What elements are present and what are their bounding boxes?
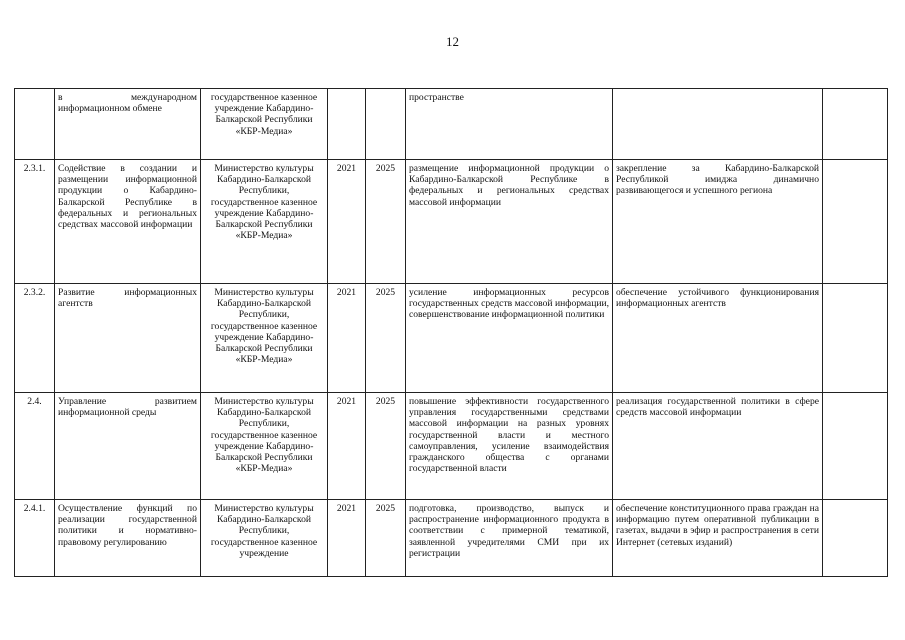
row-number: 2.4.1. — [15, 500, 55, 577]
start-year: 2021 — [328, 160, 366, 284]
table-row — [15, 284, 888, 393]
executor: Министерство культуры Кабардино-Балкарской Республики, государственное казенное учреждение — [201, 500, 328, 577]
start-year: 2021 — [328, 500, 366, 577]
row-number: 2.3.1. — [15, 160, 55, 284]
measure-content: повышение эффективности государственного управления государственными средствами массовой информации на разных уровнях государственной власти и местного самоуправления, усиление взаимодействия гражданского общества с органами государственной власти — [406, 393, 613, 500]
extra-cell — [823, 89, 888, 160]
extra-cell — [823, 160, 888, 284]
table-row — [15, 500, 888, 577]
extra-cell — [823, 500, 888, 577]
measure-name: Осуществление функций по реализации государственной политики и нормативно-правовому регулированию — [55, 500, 201, 577]
end-year: 2025 — [366, 500, 406, 577]
end-year: 2025 — [366, 284, 406, 393]
row-number: 2.4. — [15, 393, 55, 500]
end-year: 2025 — [366, 393, 406, 500]
measure-name: Содействие в создании и размещении информационной продукции о Кабардино-Балкарской Республике в федеральных и региональных средствах массовой информации — [55, 160, 201, 284]
executor: Министерство культуры Кабардино-Балкарской Республики, государственное казенное учреждение Кабардино-Балкарской Республики «КБР-Медиа» — [201, 160, 328, 284]
end-year — [366, 89, 406, 160]
start-year: 2021 — [328, 393, 366, 500]
measure-content: подготовка, производство, выпуск и распространение информационного продукта в соответствии с примерной тематикой, заявленной учредителями СМИ при их регистрации — [406, 500, 613, 577]
measure-name: Развитие информационных агентств — [55, 284, 201, 393]
table-row — [15, 393, 888, 500]
expected-result — [613, 89, 823, 160]
measure-content: пространстве — [406, 89, 613, 160]
extra-cell — [823, 393, 888, 500]
table-row — [15, 160, 888, 284]
expected-result: закрепление за Кабардино-Балкарской Республикой имиджа динамично развивающегося и успешного региона — [613, 160, 823, 284]
extra-cell — [823, 284, 888, 393]
executor: Министерство культуры Кабардино-Балкарской Республики, государственное казенное учреждение Кабардино-Балкарской Республики «КБР-Медиа» — [201, 284, 328, 393]
row-number — [15, 89, 55, 160]
end-year: 2025 — [366, 160, 406, 284]
row-number: 2.3.2. — [15, 284, 55, 393]
start-year: 2021 — [328, 284, 366, 393]
expected-result: реализация государственной политики в сфере средств массовой информации — [613, 393, 823, 500]
executor: государственное казенное учреждение Кабардино-Балкарской Республики «КБР-Медиа» — [201, 89, 328, 160]
measure-content: усиление информационных ресурсов государственных средств массовой информации, совершенствование информационной политики — [406, 284, 613, 393]
start-year — [328, 89, 366, 160]
table-row — [15, 89, 888, 160]
measure-name: Управление развитием информационной среды — [55, 393, 201, 500]
measure-content: размещение информационной продукции о Кабардино-Балкарской Республике в федеральных и региональных средствах массовой информации — [406, 160, 613, 284]
executor: Министерство культуры Кабардино-Балкарской Республики, государственное казенное учреждение Кабардино-Балкарской Республики «КБР-Медиа» — [201, 393, 328, 500]
expected-result: обеспечение конституционного права граждан на информацию путем оперативной публикации в газетах, выдачи в эфир и распространения в сети Интернет (сетевых изданий) — [613, 500, 823, 577]
page-number: 12 — [446, 34, 459, 49]
measure-name: в международном информационном обмене — [55, 89, 201, 160]
expected-result: обеспечение устойчивого функционирования информационных агентств — [613, 284, 823, 393]
program-table — [14, 88, 888, 577]
